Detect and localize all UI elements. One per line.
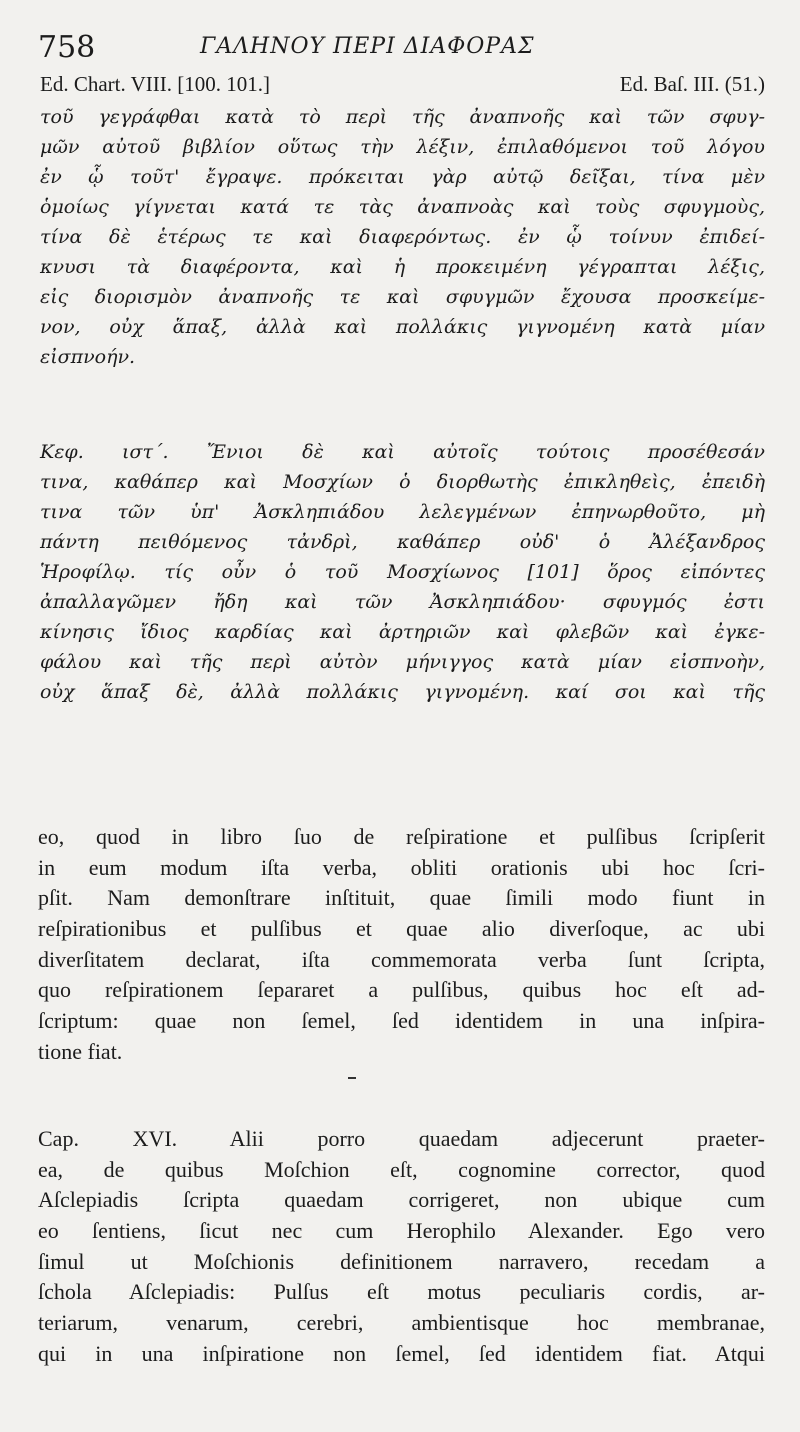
latin-paragraph-1 (38, 822, 765, 1068)
text-line: μῶν αὐτοῦ βιβλίον οὕτως τὴν λέξιν, ἐπιλαθόμενοι τοῦ λόγου (40, 136, 765, 158)
text-line: οὐχ ἅπαξ δὲ, ἀλλὰ πολλάκις γιγνομένη. καί σοι καὶ τῆς (40, 681, 765, 703)
text-line: ὁμοίως γίγνεται κατά τε τὰς ἀναπνοὰς καὶ τοὺς σφυγμοὺς, (40, 196, 765, 218)
edition-references (40, 72, 765, 102)
text-line: ſimul ut Moſchionis definitionem narravero, recedam a (38, 1248, 765, 1274)
edition-chart-reference: Ed. Chart. VIII. [100. 101.] (40, 72, 270, 96)
text-line: Ἡροφίλῳ. τίς οὖν ὁ τοῦ Μοσχίωνος [101] ὅρος εἰπόντες (40, 561, 765, 583)
running-head (0, 30, 800, 74)
text-line: ἐν ᾧ τοῦτ' ἔγραψε. πρόκειται γὰρ αὐτῷ δεῖξαι, τίνα μὲν (40, 166, 765, 188)
latin-paragraph-2 (38, 1124, 765, 1370)
text-line: quo reſpirationem ſepararet a pulſibus, quibus hoc eſt ad- (38, 977, 765, 1003)
text-line: εἰς διορισμὸν ἀναπνοῆς τε καὶ σφυγμῶν ἔχουσα προσκείμε- (40, 286, 765, 308)
text-line: in eum modum iſta verba, obliti orationis ubi hoc ſcri- (38, 854, 765, 880)
text-line: diverſitatem declarat, iſta commemorata verba ſunt ſcripta, (38, 946, 765, 972)
text-line: εἰσπνοήν. (40, 346, 136, 368)
page-number: 758 (38, 30, 96, 65)
print-mark (348, 1077, 356, 1079)
text-line: πάντη πειθόμενος τἀνδρὶ, καθάπερ οὐδ' ὁ Ἀλέξανδρος (40, 531, 765, 553)
text-line: ſchola Aſclepiadis: Pulſus eſt motus peculiaris cordis, ar- (38, 1279, 765, 1305)
text-line: eo ſentiens, ſicut nec cum Herophilo Alexander. Ego vero (38, 1218, 765, 1244)
text-line: Aſclepiadis ſcripta quaedam corrigeret, non ubique cum (38, 1187, 765, 1213)
text-line: teriarum, venarum, cerebri, ambientisque hoc membranae, (38, 1310, 765, 1336)
text-line: pſit. Nam demonſtrare inſtituit, quae ſimili modo fiunt in (38, 885, 765, 911)
edition-basel-reference: Ed. Baſ. III. (51.) (619, 72, 765, 96)
text-line: eo, quod in libro ſuo de reſpiratione et pulſibus ſcripſerit (38, 824, 765, 849)
text-line: φάλου καὶ τῆς περὶ αὐτὸν μήνιγγος κατὰ μίαν εἰσπνοὴν, (40, 651, 765, 673)
text-line: κνυσι τὰ διαφέροντα, καὶ ἡ προκειμένη γέγραπται λέξις, (40, 256, 765, 278)
text-line: ſcriptum: quae non ſemel, ſed identidem in una inſpira- (38, 1008, 765, 1034)
greek-paragraph-1 (40, 102, 765, 372)
running-title: ΓΑΛΗΝΟΥ ΠΕΡΙ ΔΙΑΦΟΡΑΣ (200, 34, 535, 59)
text-line: τίνα δὲ ἑτέρως τε καὶ διαφερόντως. ἐν ᾧ τοίνυν ἐπιδεί- (40, 226, 765, 248)
greek-paragraph-2 (40, 437, 765, 707)
text-line: tione fiat. (38, 1038, 123, 1064)
text-line: κίνησις ἴδιος καρδίας καὶ ἀρτηριῶν καὶ φλεβῶν καὶ ἐγκε- (40, 621, 765, 643)
text-line: τινα τῶν ὑπ' Ἀσκληπιάδου λελεγμένων ἐπηνωρθοῦτο, μὴ (40, 501, 765, 523)
text-line: νον, οὐχ ἅπαξ, ἀλλὰ καὶ πολλάκις γιγνομένη κατὰ μίαν (40, 316, 765, 338)
text-line: Κεφ. ιστ΄. Ἔνιοι δὲ καὶ αὐτοῖς τούτοις προσέθεσάν (40, 441, 765, 463)
text-line: Cap. XVI. Alii porro quaedam adjecerunt praeter- (38, 1126, 765, 1151)
text-line: ἀπαλλαγῶμεν ἤδη καὶ τῶν Ἀσκληπιάδου· σφυγμός ἐστι (40, 591, 765, 613)
text-line: reſpirationibus et pulſibus et quae alio diverſoque, ac ubi (38, 916, 765, 942)
text-line: τοῦ γεγράφθαι κατὰ τὸ περὶ τῆς ἀναπνοῆς καὶ τῶν σφυγ- (40, 106, 765, 128)
text-line: τινα, καθάπερ καὶ Μοσχίων ὁ διορθωτὴς ἐπικληθεὶς, ἐπειδὴ (40, 471, 765, 493)
text-line: ea, de quibus Moſchion eſt, cognomine corrector, quod (38, 1156, 765, 1182)
text-line: qui in una inſpiratione non ſemel, ſed identidem fiat. Atqui (38, 1340, 765, 1366)
